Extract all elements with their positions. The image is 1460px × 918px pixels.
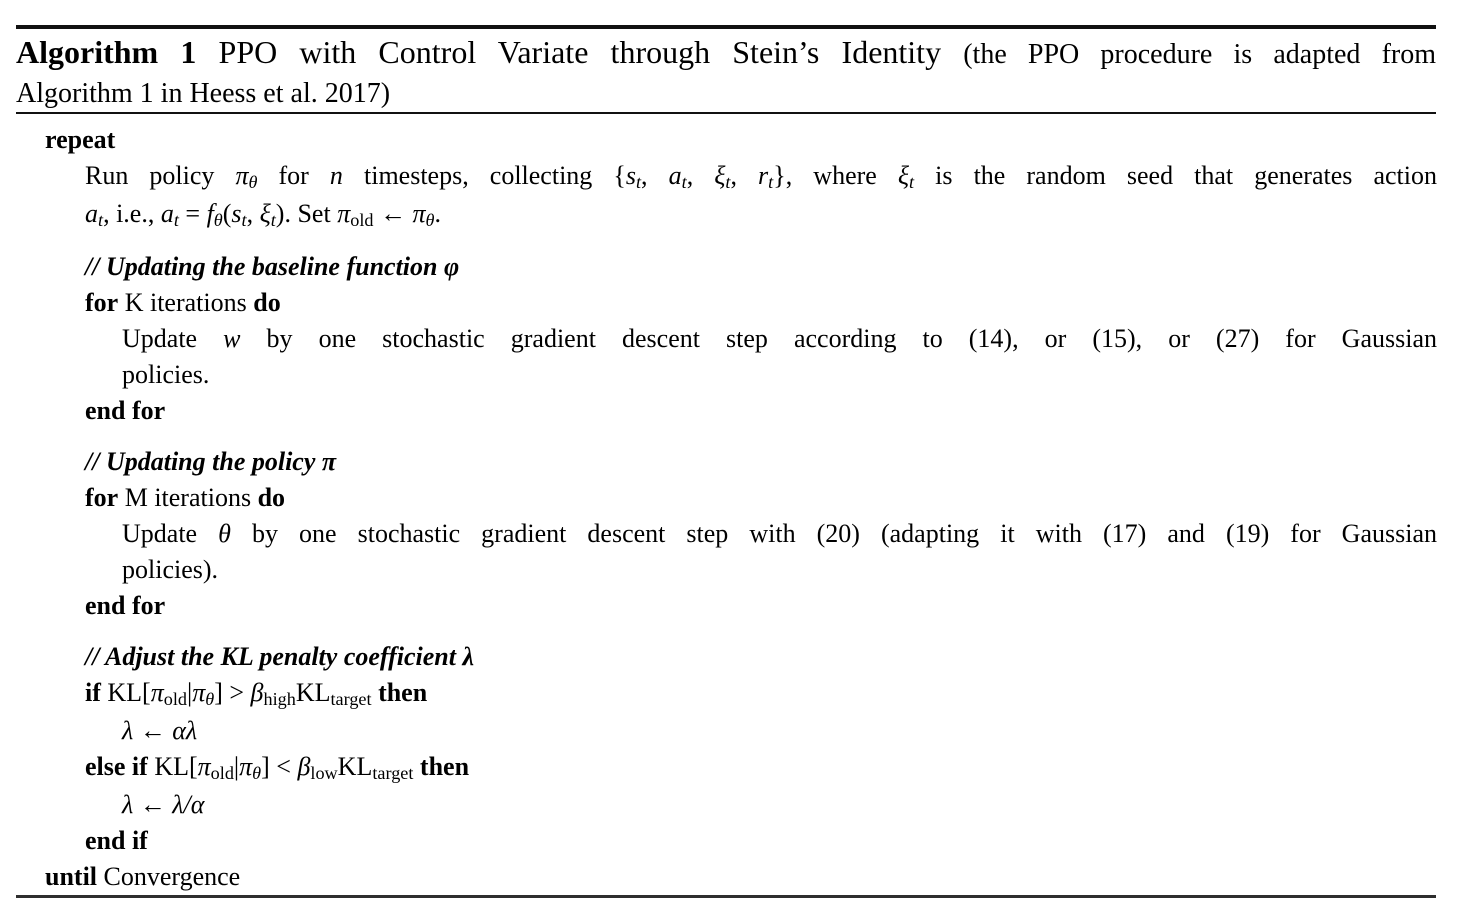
algorithm-line xyxy=(0,321,1437,357)
text-segment: Algorithm 1 in Heess et al. 2017) xyxy=(16,78,391,109)
text-segment: (the PPO procedure is adapted from xyxy=(963,39,1436,70)
text-segment: end for xyxy=(85,591,166,620)
text-segment: Convergence xyxy=(97,862,241,891)
algorithm-line xyxy=(0,122,1437,158)
text-segment: θ xyxy=(213,210,223,231)
text-segment: r xyxy=(758,161,769,190)
algorithm-lines xyxy=(0,122,1437,895)
text-segment: do xyxy=(257,483,286,512)
text-segment: ξ xyxy=(714,161,726,190)
text-segment: a xyxy=(85,199,98,228)
text-segment: θ xyxy=(425,210,435,231)
algorithm-line xyxy=(0,393,1437,429)
text-segment: low xyxy=(310,763,338,784)
text-segment: for xyxy=(85,483,119,512)
text-segment: old xyxy=(163,689,187,710)
text-segment: target xyxy=(330,689,372,710)
algorithm-line xyxy=(0,675,1437,713)
text-segment: t xyxy=(98,210,104,231)
text-segment: n xyxy=(329,161,343,190)
text-segment: β xyxy=(250,678,264,707)
text-segment: | xyxy=(187,678,193,707)
text-segment: a xyxy=(160,199,174,228)
text-segment: KL xyxy=(337,752,373,781)
text-segment: λ xyxy=(122,716,134,745)
algorithm-line xyxy=(0,249,1437,285)
algorithm-line xyxy=(0,196,1437,234)
text-segment: // Updating the baseline function φ xyxy=(85,252,460,281)
text-segment: old xyxy=(350,210,374,231)
text-segment: π xyxy=(412,199,426,228)
algorithm-line xyxy=(0,516,1437,552)
text-segment: t xyxy=(681,172,687,193)
text-segment: αλ xyxy=(172,716,198,745)
text-segment: , xyxy=(730,161,759,190)
text-segment: end for xyxy=(85,396,166,425)
algorithm-line xyxy=(0,444,1437,480)
text-segment: do xyxy=(253,288,281,317)
text-segment: then xyxy=(378,678,428,707)
text-segment: timesteps, collecting { xyxy=(342,161,626,190)
text-segment: KL[ xyxy=(147,752,198,781)
text-segment: high xyxy=(263,689,296,710)
text-segment: KL xyxy=(295,678,331,707)
text-segment: ). Set xyxy=(275,199,338,228)
text-segment: π xyxy=(235,161,249,190)
text-segment: // Updating the policy π xyxy=(85,447,337,476)
text-segment: θ xyxy=(205,689,215,710)
text-segment: }, where xyxy=(773,161,898,190)
text-segment: ] < xyxy=(261,752,298,781)
text-segment: s xyxy=(625,161,636,190)
algorithm-line xyxy=(0,859,1437,895)
text-segment: policies). xyxy=(122,555,219,584)
text-segment: | xyxy=(233,752,240,781)
text-segment: Run policy xyxy=(85,161,236,190)
text-segment: target xyxy=(372,763,414,784)
text-segment: θ xyxy=(248,172,258,193)
text-segment: ← xyxy=(373,199,413,228)
text-segment: ξ xyxy=(259,199,271,228)
text-segment: ( xyxy=(222,199,232,228)
text-segment: ] > xyxy=(214,678,251,707)
text-segment: t xyxy=(270,210,276,231)
text-segment: for xyxy=(85,288,119,317)
text-segment: π xyxy=(239,752,253,781)
text-segment: π xyxy=(150,678,164,707)
text-segment: then xyxy=(419,752,470,781)
text-segment: a xyxy=(668,161,682,190)
text-segment: ξ xyxy=(897,161,910,190)
text-segment: // Adjust the KL penalty coefficient λ xyxy=(85,642,474,671)
text-segment: t xyxy=(909,172,915,193)
text-segment: λ/α xyxy=(172,790,205,819)
algorithm-title-line1 xyxy=(16,32,1436,75)
text-segment: if xyxy=(85,678,101,707)
top-rule xyxy=(16,25,1436,29)
text-segment: Algorithm 1 xyxy=(16,34,197,70)
text-segment: β xyxy=(297,752,311,781)
text-segment: Update xyxy=(122,519,219,548)
algorithm-line xyxy=(0,552,1437,588)
text-segment: by one stochastic gradient descent step with (20) (adapting it with (17) and (19) for Gaussian xyxy=(230,519,1437,548)
text-segment: , i.e., xyxy=(103,199,161,228)
text-segment: s xyxy=(231,199,242,228)
text-segment: π xyxy=(197,752,211,781)
algorithm-line xyxy=(0,713,1437,749)
algorithm-line xyxy=(0,749,1437,787)
algorithm-line xyxy=(0,639,1437,675)
text-segment: else if xyxy=(85,752,148,781)
text-segment: is the random seed that generates action xyxy=(914,161,1437,190)
algorithm-line xyxy=(0,787,1437,823)
algorithm-line xyxy=(0,480,1437,516)
text-segment: KL[ xyxy=(100,678,151,707)
text-segment: t xyxy=(635,172,642,193)
algorithm-title xyxy=(16,32,1436,111)
algorithm-line xyxy=(0,158,1437,196)
bottom-rule xyxy=(16,895,1436,898)
algorithm-line xyxy=(0,588,1437,624)
text-segment: ← xyxy=(133,790,173,819)
text-segment: until xyxy=(45,862,98,891)
algorithm-line xyxy=(0,823,1437,859)
text-segment: by one stochastic gradient descent step according to (14), or (15), or (27) for Gaussian xyxy=(240,324,1437,353)
algorithm-line xyxy=(0,285,1437,321)
algorithm-title-line2 xyxy=(16,77,1436,111)
text-segment: M iterations xyxy=(118,483,258,512)
title-separator-rule xyxy=(16,112,1436,114)
text-segment: f xyxy=(206,199,214,228)
text-segment: , xyxy=(686,161,715,190)
text-segment: , xyxy=(641,161,669,190)
text-segment: w xyxy=(223,324,241,353)
text-segment: t xyxy=(241,210,247,231)
text-segment: θ xyxy=(252,763,262,784)
text-segment: policies. xyxy=(122,360,210,389)
text-segment: t xyxy=(725,172,731,193)
text-segment: t xyxy=(173,210,179,231)
text-segment: ← xyxy=(133,716,173,745)
text-segment: repeat xyxy=(45,125,116,154)
text-segment: t xyxy=(768,172,774,193)
text-segment: PPO with Control Variate through Stein’s Identity xyxy=(196,34,964,70)
text-segment: , xyxy=(246,199,260,228)
text-segment: = xyxy=(178,199,207,228)
text-segment: Update xyxy=(122,324,224,353)
text-segment: . xyxy=(434,199,441,228)
text-segment: π xyxy=(192,678,206,707)
text-segment: K iterations xyxy=(118,288,254,317)
text-segment: end if xyxy=(85,826,148,855)
algorithm-line xyxy=(0,357,1437,393)
text-segment: old xyxy=(210,763,234,784)
text-segment: for xyxy=(257,161,330,190)
text-segment: π xyxy=(337,199,351,228)
text-segment: λ xyxy=(122,790,134,819)
text-segment: θ xyxy=(218,519,231,548)
